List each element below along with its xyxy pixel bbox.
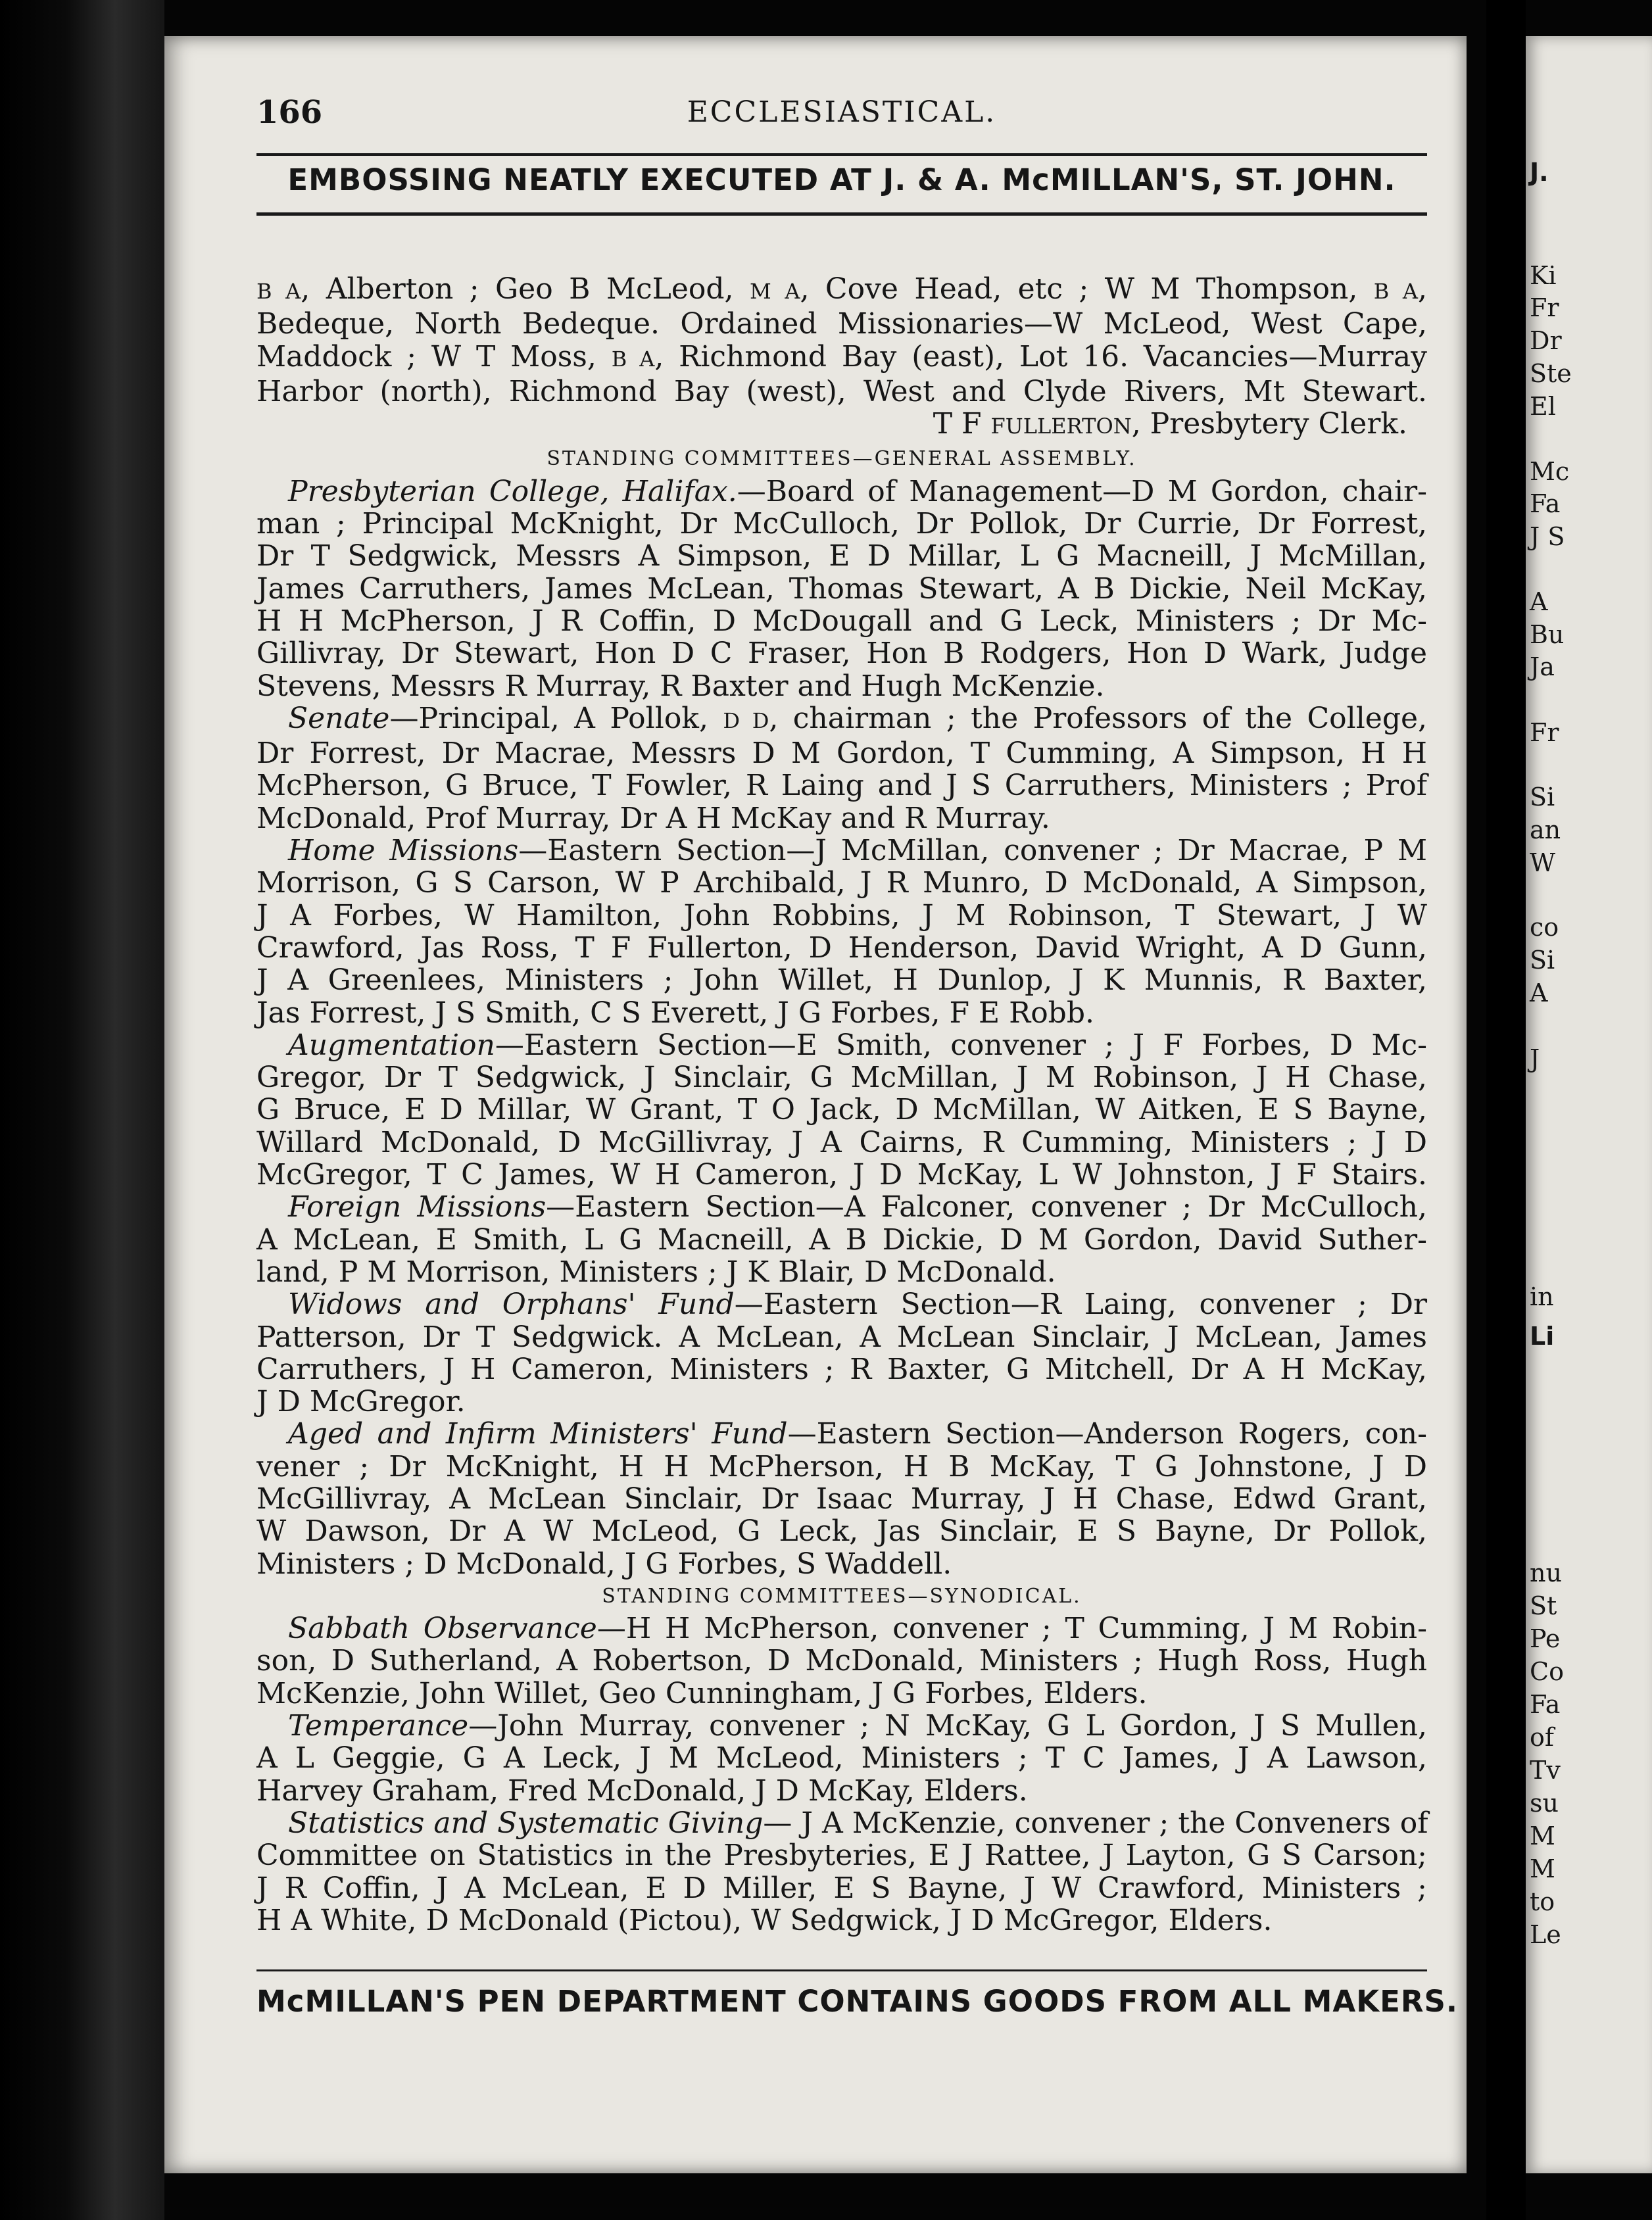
adjacent-page-text: Ja (1530, 652, 1555, 681)
text-line (256, 308, 1427, 340)
text-line (256, 1126, 1427, 1159)
committee-name: Statistics and Systematic Giving (288, 1806, 764, 1840)
committee-name: Senate (288, 701, 390, 735)
degree-abbreviation: B A (256, 279, 301, 304)
adjacent-page-text: Li (1530, 1322, 1555, 1351)
adjacent-page-text: Fa (1530, 489, 1561, 518)
text-segment: —Principal, A Pollok, (389, 701, 723, 735)
footer-rule (256, 1969, 1427, 1971)
adjacent-page-text: A (1530, 978, 1548, 1007)
text-segment: Gregor, Dr T Sedgwick, J Sinclair, G McMillan, J M Robinson, J H Chase, (256, 1061, 1427, 1095)
committee-name: Augmentation (288, 1028, 495, 1062)
text-line (256, 1418, 1427, 1450)
text-line (256, 1224, 1427, 1256)
text-segment: —Eastern Section—R Laing, convener ; Dr (734, 1288, 1427, 1322)
text-line (256, 670, 1427, 702)
text-line (256, 737, 1427, 769)
adjacent-page-text: nu (1530, 1558, 1562, 1587)
text-line (256, 573, 1427, 605)
text-segment: Dr T Sedgwick, Messrs A Simpson, E D Millar, L G Macneill, J McMillan, (256, 539, 1427, 573)
text-segment: W Dawson, Dr A W McLeod, G Leck, Jas Sinclair, E S Bayne, Dr Pollok, (256, 1514, 1427, 1549)
text-segment: , chairman ; the Professors of the College, (769, 701, 1428, 735)
text-line (256, 1742, 1427, 1774)
adjacent-page-text: in (1530, 1282, 1554, 1311)
text-segment: J A Forbes, W Hamilton, John Robbins, J M Robinson, T Stewart, J W (256, 898, 1427, 932)
header-rule (256, 153, 1427, 156)
adjacent-page-text: Ki (1530, 261, 1557, 290)
text-segment: G Bruce, E D Millar, W Grant, T O Jack, D McMillan, W Aitken, E S Bayne, (256, 1093, 1427, 1127)
adjacent-page-text: co (1530, 913, 1559, 942)
text-segment: A L Geggie, G A Leck, J M McLeod, Ministers ; T C James, J A Lawson, (256, 1741, 1427, 1775)
text-segment: Stevens, Messrs R Murray, R Baxter and Hugh McKenzie. (256, 669, 1105, 703)
text-line (256, 1094, 1427, 1126)
committee-name: Home Missions (288, 834, 519, 868)
text-segment: J R Coffin, J A McLean, E D Miller, E S Bayne, J W Crawford, Ministers ; (256, 1871, 1427, 1905)
text-segment: Willard McDonald, D McGillivray, J A Cairns, R Cumming, Ministers ; J D (256, 1125, 1427, 1159)
text-segment: McDonald, Prof Murray, Dr A H McKay and R Murray. (256, 801, 1050, 835)
text-line (256, 802, 1427, 834)
text-segment: McPherson, G Bruce, T Fowler, R Laing and J S Carruthers, Ministers ; Prof (256, 769, 1427, 803)
adjacent-page-text: Ste (1530, 359, 1572, 388)
text-segment: —H H McPherson, convener ; T Cumming, J M Robin- (596, 1612, 1427, 1646)
committee-name: Aged and Infirm Ministers' Fund (288, 1417, 788, 1451)
text-segment: Gillivray, Dr Stewart, Hon D C Fraser, Hon B Rodgers, Hon D Wark, Judge (256, 637, 1427, 671)
text-line (256, 1872, 1427, 1904)
adjacent-page-text: J. (1530, 158, 1549, 187)
text-line (256, 997, 1427, 1029)
adjacent-page-text: Fr (1530, 718, 1559, 747)
adjacent-page-text: su (1530, 1789, 1559, 1818)
adjacent-page-text: to (1530, 1887, 1555, 1916)
adjacent-page-text: M (1530, 1822, 1555, 1850)
text-line (256, 1451, 1427, 1483)
adjacent-page-text: Fr (1530, 293, 1559, 322)
text-line (256, 1288, 1427, 1320)
text-line (256, 1061, 1427, 1094)
text-segment: Patterson, Dr T Sedgwick. A McLean, A McLean Sinclair, J McLean, James (256, 1320, 1427, 1354)
text-segment: Maddock ; W T Moss, (256, 339, 612, 374)
text-segment: , Alberton ; Geo B McLeod, (301, 272, 750, 306)
adjacent-page-text: of (1530, 1723, 1554, 1752)
text-segment: —Board of Management—D M Gordon, chair- (737, 474, 1427, 508)
adjacent-page-text: Fa (1530, 1690, 1561, 1719)
degree-abbreviation: B A (1373, 279, 1419, 304)
text-line (256, 1321, 1427, 1353)
text-segment: McKenzie, John Willet, Geo Cunningham, J G Forbes, Elders. (256, 1676, 1148, 1710)
committee-name: Sabbath Observance (288, 1612, 597, 1646)
text-segment: Crawford, Jas Ross, T F Fullerton, D Henderson, David Wright, A D Gunn, (256, 930, 1427, 965)
body-text (256, 273, 1427, 1937)
page-header (256, 94, 1427, 133)
running-head: ECCLESIASTICAL. (687, 95, 997, 129)
adjacent-page-text: Tv (1530, 1756, 1561, 1785)
adjacent-page-text: M (1530, 1854, 1555, 1883)
committee-name: Widows and Orphans' Fund (288, 1288, 735, 1322)
text-line (256, 1029, 1427, 1061)
text-segment: T F (933, 407, 991, 441)
text-segment: man ; Principal McKnight, Dr McCulloch, Dr Pollok, Dr Currie, Dr Forrest, (256, 507, 1427, 541)
text-segment: H A White, D McDonald (Pictou), W Sedgwick, J D McGregor, Elders. (256, 1903, 1273, 1937)
text-line (256, 475, 1427, 508)
text-line (256, 273, 1427, 308)
text-line (256, 867, 1427, 899)
text-segment: Ministers ; D McDonald, J G Forbes, S Waddell. (256, 1547, 952, 1581)
text-segment: —Eastern Section—J McMillan, convener ; Dr Macrae, P M (518, 834, 1428, 868)
text-line (256, 932, 1427, 964)
document-page (164, 36, 1467, 2173)
text-segment: Harvey Graham, Fred McDonald, J D McKay, Elders. (256, 1774, 1028, 1808)
text-segment: — J A McKenzie, convener ; the Conveners of (763, 1806, 1428, 1840)
section-heading: STANDING COMMITTEES—GENERAL ASSEMBLY. (547, 447, 1137, 471)
text-line (256, 1904, 1427, 1937)
degree-abbreviation: D D (723, 708, 769, 733)
committee-name: Temperance (288, 1709, 469, 1743)
text-line (256, 1386, 1427, 1418)
text-segment: vener ; Dr McKnight, H H McPherson, H B McKay, T G Johnstone, J D (256, 1449, 1427, 1484)
adjacent-page-text: J (1530, 1044, 1540, 1073)
text-segment: , Richmond Bay (east), Lot 16. Vacancies—Murray (654, 339, 1427, 374)
text-line (256, 964, 1427, 996)
adjacent-page-text: Pe (1530, 1624, 1561, 1653)
text-segment: Carruthers, J H Cameron, Ministers ; R Baxter, G Mitchell, Dr A H McKay, (256, 1352, 1427, 1386)
adjacent-page-text: an (1530, 815, 1561, 844)
text-line (256, 341, 1427, 375)
adjacent-page-text: Co (1530, 1657, 1564, 1686)
adjacent-page-text: St (1530, 1591, 1557, 1620)
adjacent-page-text: J S (1530, 522, 1565, 551)
text-segment: Dr Forrest, Dr Macrae, Messrs D M Gordon, T Cumming, A Simpson, H H (256, 736, 1427, 771)
adjacent-page-fragment (1526, 36, 1652, 2173)
text-line (256, 1483, 1427, 1515)
text-segment: McGregor, T C James, W H Cameron, J D McKay, L W Johnston, J F Stairs. (256, 1158, 1427, 1192)
text-line (256, 1515, 1427, 1547)
text-line (256, 605, 1427, 637)
degree-abbreviation: M A (749, 279, 800, 304)
text-segment: McGillivray, A McLean Sinclair, Dr Isaac Murray, J H Chase, Edwd Grant, (256, 1482, 1427, 1516)
adjacent-page-text: W (1530, 848, 1556, 877)
section-heading: STANDING COMMITTEES—SYNODICAL. (602, 1584, 1082, 1608)
text-line (256, 637, 1427, 669)
text-line (256, 1612, 1427, 1645)
text-segment: Jas Forrest, J S Smith, C S Everett, J G Forbes, F E Robb. (256, 996, 1095, 1030)
page-number: 166 (256, 94, 323, 131)
text-segment: land, P M Morrison, Ministers ; J K Blair, D McDonald. (256, 1255, 1056, 1289)
adjacent-page-text: Dr (1530, 326, 1562, 355)
degree-abbreviation: FULLERTON (990, 414, 1132, 439)
adjacent-page-text: Si (1530, 783, 1555, 811)
text-line (256, 1353, 1427, 1386)
text-segment: Harbor (north), Richmond Bay (west), West and Clyde Rivers, Mt Stewart. (256, 374, 1427, 408)
text-line (256, 540, 1427, 572)
text-line (256, 1645, 1427, 1677)
text-segment: —Eastern Section—E Smith, convener ; J F Forbes, D Mc- (495, 1028, 1427, 1062)
degree-abbreviation: B A (611, 346, 655, 372)
text-line (256, 1191, 1427, 1223)
text-segment: —John Murray, convener ; N McKay, G L Gordon, J S Mullen, (468, 1709, 1427, 1743)
committee-name: Foreign Missions (288, 1190, 547, 1224)
text-line (256, 408, 1427, 443)
text-segment: —Eastern Section—Anderson Rogers, con- (787, 1417, 1427, 1451)
adjacent-page-text: Mc (1530, 457, 1570, 486)
top-advertisement-banner: EMBOSSING NEATLY EXECUTED AT J. & A. McMILLAN'S, ST. JOHN. (287, 162, 1396, 197)
text-segment: J D McGregor. (256, 1385, 466, 1419)
text-segment: son, D Sutherland, A Robertson, D McDonald, Ministers ; Hugh Ross, Hugh (256, 1644, 1427, 1678)
banner-rule (256, 212, 1427, 216)
adjacent-page-text: Bu (1530, 620, 1565, 649)
adjacent-page-text: Si (1530, 946, 1555, 975)
text-line (256, 1775, 1427, 1807)
page-gutter (1486, 0, 1526, 2220)
adjacent-page-text: A (1530, 587, 1548, 616)
adjacent-page-text: Le (1530, 1920, 1561, 1949)
text-line (256, 1839, 1427, 1871)
text-line (256, 702, 1427, 737)
text-segment: H H McPherson, J R Coffin, D McDougall and G Leck, Ministers ; Dr Mc- (256, 604, 1427, 638)
text-line (256, 375, 1427, 408)
text-segment: James Carruthers, James McLean, Thomas Stewart, A B Dickie, Neil McKay, (256, 571, 1427, 606)
text-segment: Bedeque, North Bedeque. Ordained Missionaries—W McLeod, West Cape, (256, 307, 1427, 341)
text-line (256, 1710, 1427, 1742)
adjacent-page-text: El (1530, 392, 1556, 421)
text-segment: , (1418, 272, 1428, 306)
text-segment: A McLean, E Smith, L G Macneill, A B Dickie, D M Gordon, David Suther- (256, 1222, 1427, 1257)
text-line (256, 508, 1427, 540)
text-line (256, 1159, 1427, 1191)
bottom-advertisement-banner: McMILLAN'S PEN DEPARTMENT CONTAINS GOODS FROM ALL MAKERS. (256, 1984, 1458, 2019)
committee-name: Presbyterian College, Halifax. (288, 474, 737, 508)
page-edge-shadow (0, 0, 164, 2220)
text-line (256, 1807, 1427, 1839)
text-segment: , Presbytery Clerk. (1131, 407, 1407, 441)
text-segment: Morrison, G S Carson, W P Archibald, J R Munro, D McDonald, A Simpson, (256, 866, 1427, 900)
text-segment: , Cove Head, etc ; W M Thompson, (800, 272, 1374, 306)
text-line (256, 1677, 1427, 1710)
text-line (256, 1548, 1427, 1580)
text-line (256, 1256, 1427, 1288)
text-line (256, 834, 1427, 867)
text-segment: J A Greenlees, Ministers ; John Willet, H Dunlop, J K Munnis, R Baxter, (256, 963, 1427, 998)
text-segment: —Eastern Section—A Falconer, convener ; Dr McCulloch, (546, 1190, 1427, 1224)
text-line (256, 900, 1427, 932)
text-segment: Committee on Statistics in the Presbyteries, E J Rattee, J Layton, G S Carson; (256, 1839, 1427, 1873)
text-line (256, 769, 1427, 802)
